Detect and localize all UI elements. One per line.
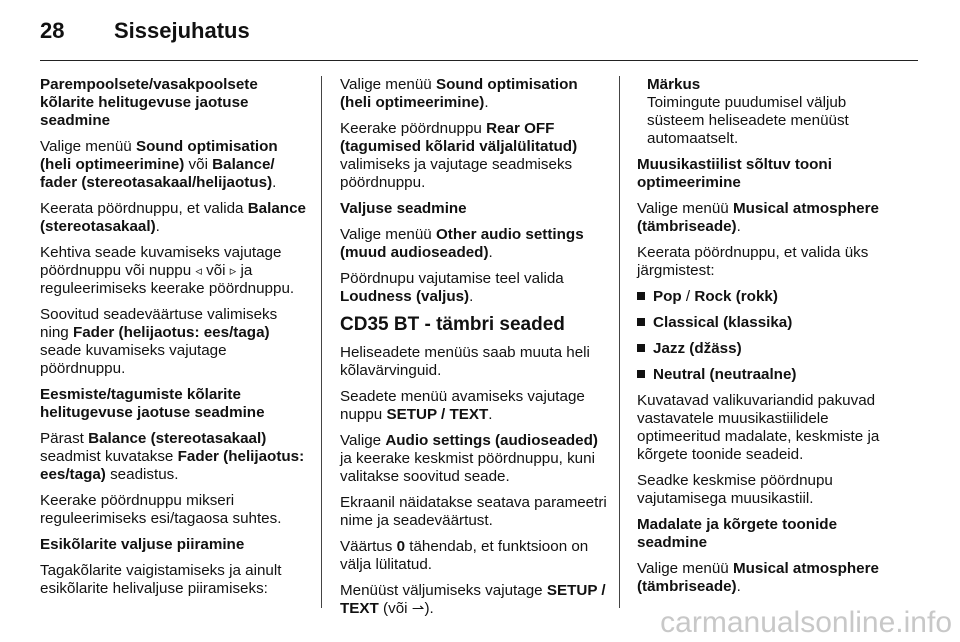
text: Valige menüü [40,138,136,155]
right-arrow-icon: ▹ [229,263,237,278]
list-item [637,340,899,358]
text: valimiseks ja vajutage seadmiseks pöördnuppu. [340,156,573,191]
paragraph: Seadke keskmise pöördnupu vajutamisega muusikastiil. [637,472,833,507]
page-title: Sissejuhatus [114,18,250,43]
page-header [40,18,250,44]
paragraph [40,138,306,192]
paragraph: Heliseadete menüüs saab muuta heli kõlavärvinguid. [340,344,590,379]
text: või [184,156,213,173]
left-arrow-icon: ◃ [195,263,202,278]
paragraph [637,560,899,596]
bold-text: SETUP / TEXT [340,582,606,617]
text: . [736,578,741,595]
list-item [637,366,899,384]
section-heading: Valjuse seadmine [340,200,467,217]
paragraph: Kuvatavad valikuvariandid pakuvad vastavatele muusikastiilidele optimeeritud madalate, keskmiste ja kõrgete toonide seadeid. [637,392,880,463]
text: seade kuvamiseks vajutage pöördnuppu. [40,342,227,377]
text: . [484,94,489,111]
text: Pöördnupu vajutamise teel valida [340,270,564,287]
bold-text: Other audio settings (muud audioseaded) [340,226,584,261]
text: tähendab, et funktsioon on välja lülitatud. [340,538,589,573]
column-2 [340,76,610,626]
header-rule [40,60,918,61]
bold-text: Sound optimisation (heli optimeerimine) [340,76,578,111]
text: . [469,288,474,305]
paragraph [340,226,610,262]
bold-text: 0 [396,538,406,555]
text: Valige menüü [637,200,733,217]
list-item-text: Rock (rokk) [694,288,778,305]
text: ja reguleerimiseks keerake pöördnuppu. [40,262,295,297]
list-item-text: Classical (klassika) [653,314,793,331]
list-item [637,288,899,306]
paragraph: Ekraanil näidatakse seatava parameetri nime ja seadeväärtust. [340,494,607,529]
text: . [488,406,493,423]
text: . [736,218,741,235]
paragraph [340,388,610,424]
text: Valige menüü [340,226,436,243]
section-heading: Madalate ja kõrgete toonide seadmine [637,516,838,551]
bold-text: Balance/ fader (stereotasakaal/helijaotus) [40,156,275,191]
watermark: carmanualsonline.info [660,606,952,639]
text: ja keerake keskmist pöördnuppu, kuni valitakse soovitud seade. [340,450,595,485]
text: Valige [340,432,386,449]
list-item-text: Jazz (džäss) [653,340,742,357]
paragraph [340,270,610,306]
bold-text: Balance (stereotasakaal) [88,430,267,447]
list-item-text: Neutral (neutraalne) [653,366,797,383]
back-arrow-icon: ⇀ [411,600,425,617]
text: . [155,218,160,235]
paragraph [637,200,899,236]
text: Väärtus [340,538,397,555]
text: Valige menüü [340,76,436,93]
text: seadistus. [105,466,179,483]
paragraph: Keerake pöördnuppu mikseri reguleerimiseks esi/tagaosa suhtes. [40,492,282,527]
text: . [488,244,493,261]
page-number: 28 [40,18,65,43]
bold-text: Musical atmosphere (tämbriseade) [637,200,879,235]
paragraph: Keerata pöördnuppu, et valida üks järgmistest: [637,244,869,279]
paragraph [340,432,610,486]
text: Seadete menüü avamiseks vajutage nuppu [340,388,585,423]
bold-text: Fader (helijaotus: ees/taga) [72,324,270,341]
chapter-heading: CD35 BT - tämbri seaded [340,314,565,335]
text: ). [424,600,434,617]
bold-text: Audio settings (audioseaded) [385,432,598,449]
text: (või [378,600,412,617]
column-divider [619,76,620,608]
text: Pärast [40,430,89,447]
bullet-icon [637,292,645,300]
bold-text: Balance (stereotasakaal) [40,200,306,235]
bold-text: Loudness (valjus) [340,288,470,305]
column-divider [321,76,322,608]
list-item [637,314,899,332]
note-title: Märkus [647,76,701,93]
bold-text: SETUP / TEXT [386,406,489,423]
paragraph [340,538,610,574]
section-heading: Muusikastiilist sõltuv tooni optimeerimine [637,156,832,191]
column-1 [40,76,306,606]
paragraph [40,244,306,298]
text: Kehtiva seade kuvamiseks vajutage pöördnuppu või nuppu [40,244,282,279]
paragraph [340,120,610,192]
bold-text: Fader (helijaotus: ees/taga) [40,448,305,483]
bullet-icon [637,318,645,326]
column-3 [637,76,899,604]
bullet-icon [637,370,645,378]
text: või [201,262,230,279]
section-heading: Esikõlarite valjuse piiramine [40,536,245,553]
paragraph [340,582,610,618]
paragraph [40,200,306,236]
bullet-icon [637,344,645,352]
text: . [272,174,277,191]
section-heading: Parempoolsete/vasakpoolsete kõlarite helitugevuse jaotuse seadmine [40,76,258,129]
text: Keerata pöördnuppu, et valida [40,200,248,217]
text: Soovitud seadeväärtuse valimiseks ning [40,306,278,341]
text: / [681,288,695,305]
text: Valige menüü [637,560,733,577]
text: Keerake pöördnuppu [340,120,487,137]
list-item-text: Pop [653,288,682,305]
paragraph: Tagakõlarite vaigistamiseks ja ainult esikõlarite helivaljuse piiramiseks: [40,562,282,597]
bold-text: Rear OFF (tagumised kõlarid väljalülitatud) [340,120,578,155]
bold-text: Sound optimisation (heli optimeerimine) [40,138,278,173]
section-heading: Eesmiste/tagumiste kõlarite helitugevuse jaotuse seadmine [40,386,265,421]
note-box [637,76,899,148]
paragraph [40,430,306,484]
paragraph [40,306,306,378]
text: seadmist kuvatakse [40,448,178,465]
text: Menüüst väljumiseks vajutage [340,582,547,599]
paragraph [340,76,610,112]
bold-text: Musical atmosphere (tämbriseade) [637,560,879,595]
note-text: Toimingute puudumisel väljub süsteem heliseadete menüüst automaatselt. [647,94,849,147]
